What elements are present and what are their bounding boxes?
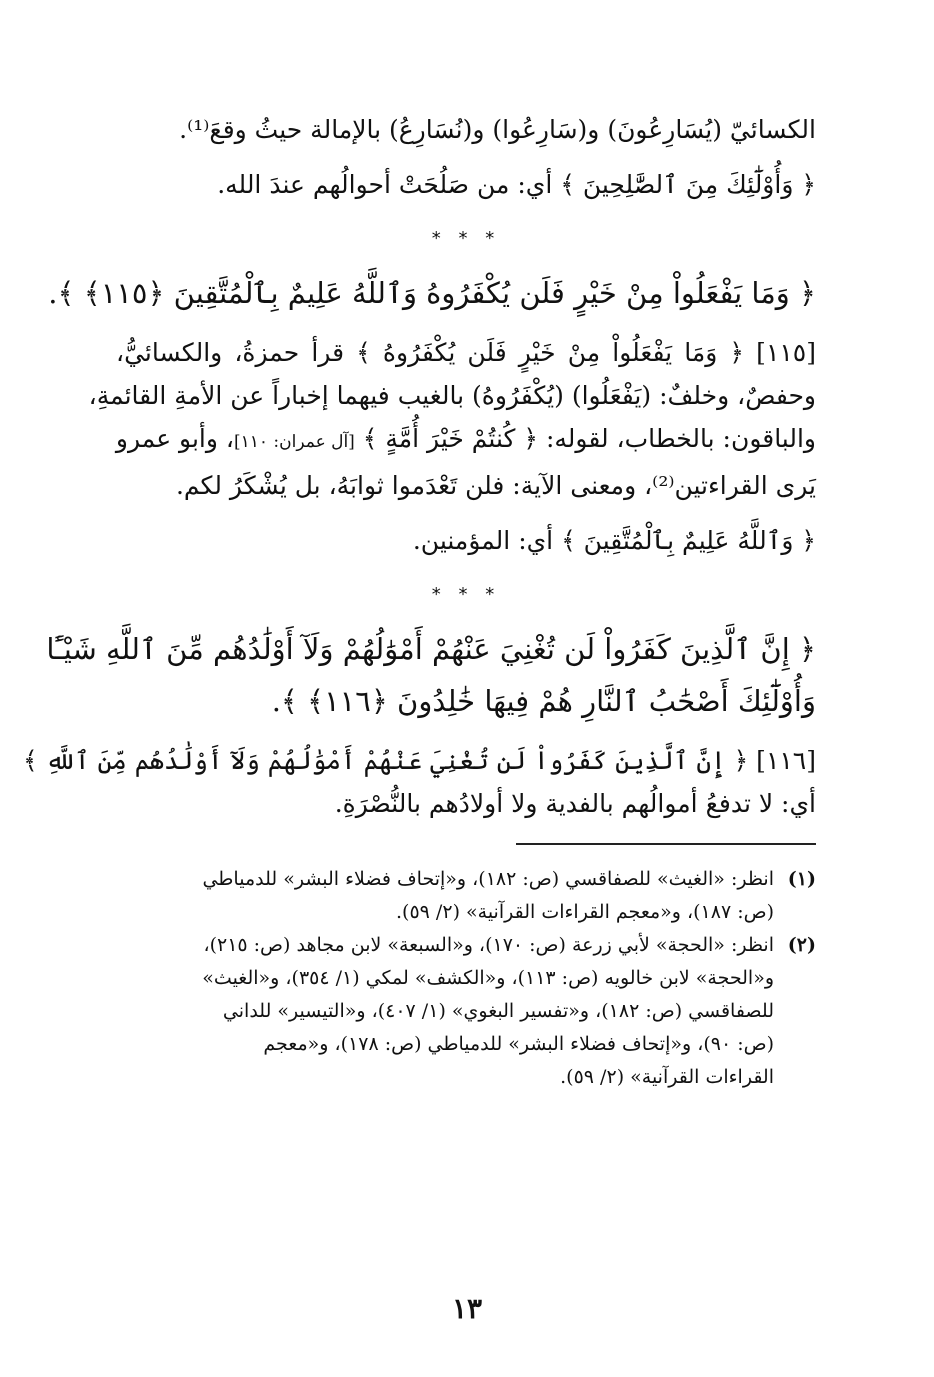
paragraph-text: ، وأبو عمرو xyxy=(115,424,234,453)
paragraph-line: يَرى القراءتين⁽²⁾، ومعنى الآية: فلن تَعْدَموا ثوابَهُ، بل يُشْكَرُ لكم. xyxy=(175,471,816,500)
section-separator: * * * xyxy=(431,228,501,249)
paragraph-line: ﴿ وَأُوْلَٰٓئِكَ مِنَ ٱلصَّٰلِحِينَ ﴾ أي: من صَلُحَتْ أحوالُهم عندَ الله. xyxy=(217,170,816,199)
footnote-1 xyxy=(116,863,816,929)
paragraph-line xyxy=(116,417,816,464)
footnote-text: القراءات القرآنية» (٢/ ٥٩). xyxy=(560,1066,774,1088)
paragraph-text: والباقون: بالخطاب، لقوله: ﴿ كُنتُمْ خَيْرَ أُمَّةٍ ﴾ xyxy=(354,424,816,453)
ayah-115: ﴿ وَمَا يَفْعَلُواْ مِنْ خَيْرٍ فَلَن يُكْفَرُوهُ وَٱللَّهُ عَلِيمٌ بِٱلْمُتَّقِينَ ﴿١١٥﴾ ﴾. xyxy=(48,276,816,310)
footnote-2 xyxy=(116,929,816,1094)
footnote-number: (٢) xyxy=(787,934,816,956)
paragraph-line: [١١٦] ﴿ إِنَّ ٱلَّذِينَ كَفَرُواْ لَن تُغْنِيَ عَنْهُمْ أَمْوَٰلُهُمْ وَلَآ أَوْلَٰدُهُم مِّنَ ٱللَّهِ ﴾ xyxy=(22,746,816,775)
page-number: ١٣ xyxy=(451,1292,483,1325)
page-body xyxy=(22,108,816,1094)
ayah-116-line: وَأُوْلَٰٓئِكَ أَصْحَٰبُ ٱلنَّارِ هُمْ فِيهَا خَٰلِدُونَ ﴿١١٦﴾ ﴾. xyxy=(271,684,816,718)
ayah-116-line: ﴿ إِنَّ ٱلَّذِينَ كَفَرُواْ لَن تُغْنِيَ عَنْهُمْ أَمْوَٰلُهُمْ وَلَآ أَوْلَٰدُهُم مِّنَ ٱللَّهِ شَيْـًٔا xyxy=(46,632,816,666)
footnote-text: انظر: «الحجة» لأبي زرعة (ص: ١٧٠)، و«السبعة» لابن مجاهد (ص: ٢١٥)، xyxy=(203,934,774,956)
footnote-text: (ص: ٩٠)، و«إتحاف فضلاء البشر» للدمياطي (ص: ١٧٨)، و«معجم xyxy=(263,1033,774,1055)
paragraph-line: الكسائيّ (يُسَارِعُونَ) و(سَارِعُوا) و(نُسَارِعُ) بالإمالة حيثُ وقعَ⁽¹⁾. xyxy=(179,115,816,144)
section-separator: * * * xyxy=(431,584,501,605)
footnote-text: (ص: ١٨٧)، و«معجم القراءات القرآنية» (٢/ ٥٩). xyxy=(396,901,774,923)
paragraph-line: [١١٥] ﴿ وَمَا يَفْعَلُواْ مِنْ خَيْرٍ فَلَن يُكْفَرُوهُ ﴾ قرأ حمزةُ، والكسائيُّ، xyxy=(116,338,816,367)
footnote-text: انظر: «الغيث» للصفاقسي (ص: ١٨٢)، و«إتحاف فضلاء البشر» للدمياطي xyxy=(202,868,774,890)
verse-reference: [آل عمران: ١١٠] xyxy=(233,432,355,452)
footnote-divider xyxy=(516,843,816,845)
paragraph-line: أي: لا تدفعُ أموالُهم بالفدية ولا أولادُهم بالنُّصْرَةِ. xyxy=(334,789,816,818)
paragraph-line: ﴿ وَٱللَّهُ عَلِيمٌ بِٱلْمُتَّقِينَ ﴾ أي: المؤمنين. xyxy=(412,526,816,555)
paragraph-line: وحفصٌ، وخلفٌ: (يَفْعَلُوا) (يُكْفَرُوهُ) بالغيب فيهما إخباراً عن الأمةِ القائمةِ، xyxy=(88,381,816,410)
footnote-text: للصفاقسي (ص: ١٨٢)، و«تفسير البغوي» (١/ ٤٠٧)، و«التيسير» للداني xyxy=(222,1000,774,1022)
footnote-number: (١) xyxy=(787,868,816,890)
footnote-text: و«الحجة» لابن خالويه (ص: ١١٣)، و«الكشف» لمكي (١/ ٣٥٤)، و«الغيث» xyxy=(202,967,774,989)
